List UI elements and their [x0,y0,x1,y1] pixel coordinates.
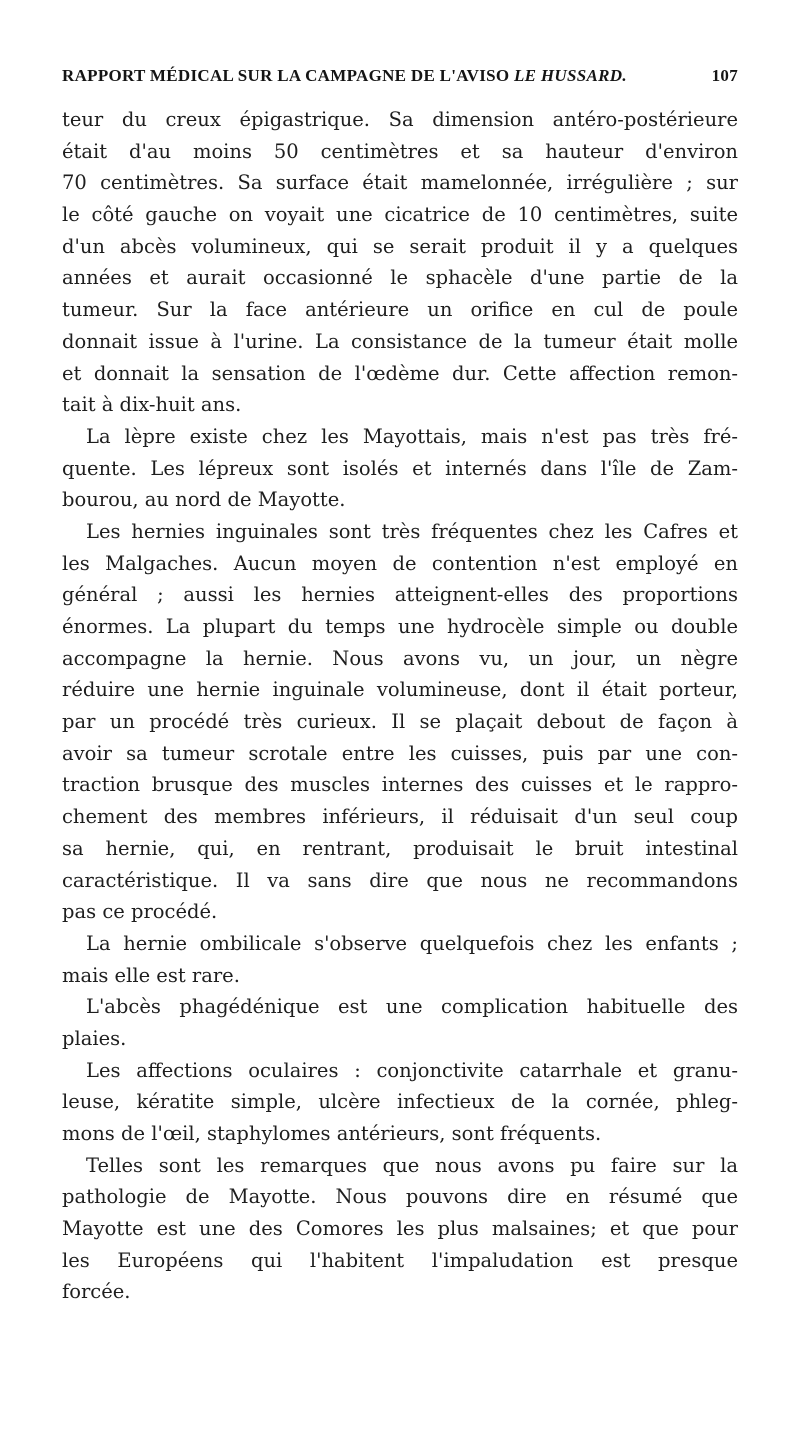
text-line: mons de l'œil, staphylomes antérieurs, sont fréquents. [62,1122,602,1145]
text-line: accompagne la hernie. Nous avons vu, un jour, un nègre [62,646,738,670]
text-line: Telles sont les remarques que nous avons pu faire sur la [86,1153,738,1177]
text-line: général ; aussi les hernies atteignent-elles des proportions [62,583,738,607]
text-line: tumeur. Sur la face antérieure un orifice en cul de poule [62,298,738,322]
text-line: pathologie de Mayotte. Nous pouvons dire en résumé que [62,1185,738,1209]
text-line: donnait issue à l'urine. La consistance de la tumeur était molle [62,329,738,353]
running-header [62,60,738,90]
text-line: plaies. [62,1026,127,1050]
text-line: caractéristique. Il va sans dire que nous ne recommandons [62,868,738,892]
text-line: 70 centimètres. Sa surface était mamelonnée, irrégulière ; sur [62,171,738,195]
text-line: bourou, au nord de Mayotte. [62,488,346,512]
text-line: avoir sa tumeur scrotale entre les cuisses, puis par une con- [62,741,738,765]
text-line: réduire une hernie inguinale volumineuse, dont il était porteur, [62,678,738,702]
text-line: Les affections oculaires : conjonctivite catarrhale et granu- [86,1058,738,1082]
text-line: La lèpre existe chez les Mayottais, mais n'est pas très fré- [86,424,738,448]
text-line: Les hernies inguinales sont très fréquentes chez les Cafres et [86,519,738,543]
text-line: les Malgaches. Aucun moyen de contention n'est employé en [62,551,738,575]
body-text [62,104,738,1308]
text-line: les Européens qui l'habitent l'impaludation est presque [62,1248,738,1272]
running-title-prefix: RAPPORT MÉDICAL SUR LA CAMPAGNE DE L'AVISO [62,66,514,85]
text-line: teur du creux épigastrique. Sa dimension antéro-postérieure [62,108,738,131]
page-number: 107 [711,66,738,85]
running-title-ship: LE HUSSARD. [514,66,627,85]
text-line: leuse, kératite simple, ulcère infectieux de la cornée, phleg- [62,1090,738,1114]
text-line: par un procédé très curieux. Il se plaçait debout de façon à [62,710,738,734]
text-line: années et aurait occasionné le sphacèle d'une partie de la [62,266,738,290]
text-line: chement des membres inférieurs, il réduisait d'un seul coup [62,805,738,829]
text-line: forcée. [62,1280,131,1304]
text-line: quente. Les lépreux sont isolés et internés dans l'île de Zam- [62,456,738,480]
text-line: était d'au moins 50 centimètres et sa hauteur d'environ [62,139,738,163]
text-line: énormes. La plupart du temps une hydrocèle simple ou double [62,615,738,638]
text-line: Mayotte est une des Comores les plus malsaines; et que pour [62,1217,738,1241]
text-line: tait à dix-huit ans. [62,393,242,417]
running-title [62,66,627,86]
text-line: traction brusque des muscles internes des cuisses et le rappro- [62,773,738,797]
text-line: pas ce procédé. [62,900,218,924]
text-line: mais elle est rare. [62,963,240,987]
text-line: le côté gauche on voyait une cicatrice de 10 centimètres, suite [62,203,738,227]
text-line: La hernie ombilicale s'observe quelquefois chez les enfants ; [86,931,738,955]
text-line: et donnait la sensation de l'œdème dur. Cette affection remon- [62,361,738,385]
text-line: L'abcès phagédénique est une complication habituelle des [86,995,738,1019]
text-line: sa hernie, qui, en rentrant, produisait le bruit intestinal [62,836,738,860]
text-line: d'un abcès volumineux, qui se serait produit il y a quelques [62,234,738,258]
